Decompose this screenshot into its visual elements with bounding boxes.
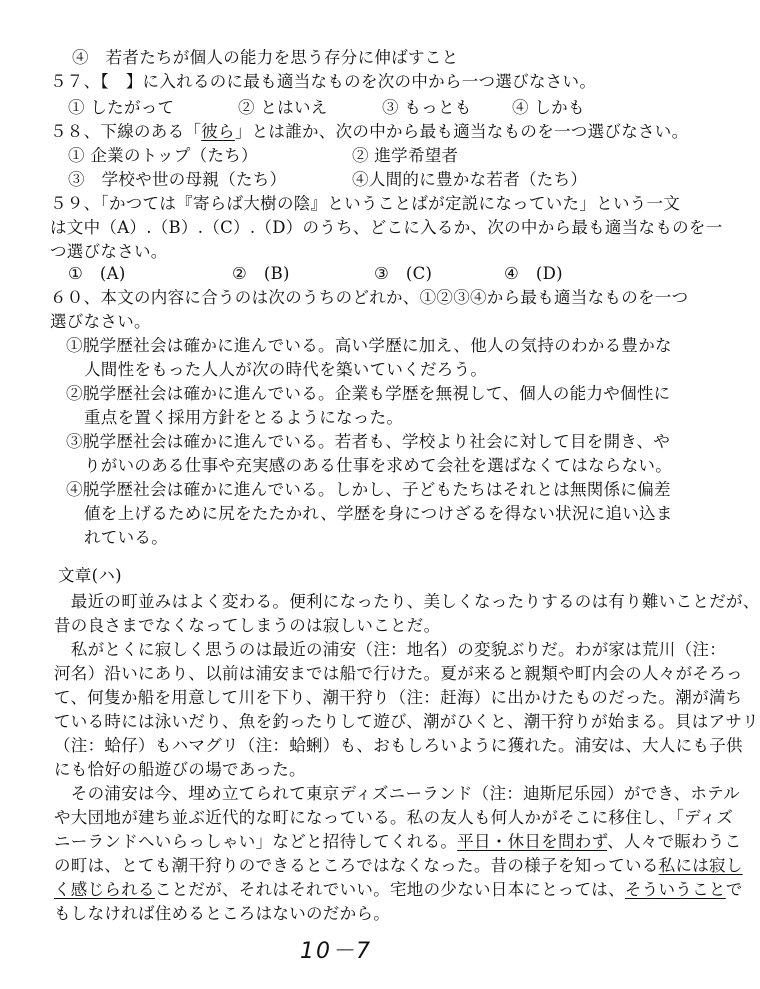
q58-stem-underlined: 彼ら [201,122,235,141]
q58-option-1: ① 企業のトップ（たち） [68,146,258,165]
q59-option-3: ③ (C) [374,264,433,283]
passage-line-2: 昔の良さまでなくなってしまうのは寂しいことだ。 [54,616,441,635]
q59-stem-line-2: は文中（A）.（B）.（C）.（D）のうち、どこに入るか、次の中から最も適当なものを一 [50,218,723,237]
passage-line-10: や大団地が建ち並ぶ近代的な町になっている。私の友人も何人かがそこに移住し、「ディズ [54,808,734,827]
q56-option-4: ④ 若者たちが個人の能力を思う存分に伸ばすこと [72,48,459,67]
q60-stem-line-1: ６０、本文の内容に合うのは次のうちのどれか、①②③④から最も適当なものを一つ [50,288,689,307]
passage-line-13-end: で [725,880,743,899]
passage-line-8: にも恰好の船遊びの場であった。 [54,760,306,779]
q58-option-4: ④人間的に豊かな若者（たち） [352,170,588,189]
passage-underline-lonely-1: 私には寂し [658,856,743,875]
passage-line-13-middle: ことだが、それはそれでいい。宅地の少ない日本にとっては、 [154,880,625,899]
passage-line-11-end: 、人々で賑わうこ [607,832,742,851]
page-number: 10－7 [300,939,372,964]
q60-option-3-line-2: りがいのある仕事や充実感のある仕事を求めて会社を選ばなくてはならない。 [84,456,672,475]
q60-option-4-line-3: れている。 [84,528,168,547]
q57-option-1: ① したがって [68,98,175,117]
q60-stem-line-2: 選びなさい。 [50,312,151,331]
q60-option-1-line-2: 人間性をもった人人が次の時代を築いていくだろう。 [84,360,488,379]
q60-option-4-line-1: ④脱学歴社会は確かに進んでいる。しかし、子どもたちはそれとは無関係に偏差 [66,480,671,499]
q59-option-2: ② (B) [232,264,290,283]
passage-underline-souiu: そういうこと [624,880,726,899]
q60-option-3-line-1: ③脱学歴社会は確かに進んでいる。若者も、学校より社会に対して目を開き、や [66,432,671,451]
passage-line-5: て、何隻か船を用意して川を下り、潮干狩り（注：赶海）に出かけたものだった。潮が満ち [54,688,743,707]
passage-line-3: 私がとくに寂しく思うのは最近の浦安（注：地名）の変貌ぶりだ。わが家は荒川（注： [54,640,726,659]
passage-line-1: 最近の町並みはよく変わる。便利になったり、美しくなったりするのは有り難いことだが、 [54,592,760,611]
q60-option-2-line-1: ②脱学歴社会は確かに進んでいる。企業も学歴を無視して、個人の能力や個性に [66,384,671,403]
passage-line-11-start: ニーランドへいらっしゃい」などと招待してくれる。 [54,832,458,851]
passage-line-9: その浦安は今、埋め立てられて東京ディズニーランド（注：迪斯尼乐园）ができ、ホテル [54,784,740,803]
passage-underline-lonely-2: く感じられる [54,880,155,899]
passage-line-12 [54,856,743,876]
passage-line-13 [54,880,743,900]
q58-option-2: ② 進学希望者 [352,146,459,165]
q57-option-2: ② とはいえ [238,98,328,117]
q57-stem: ５７、【 】に入れるのに最も適当なものを次の中から一つ選びなさい。 [50,72,597,91]
q57-option-4: ④ しかも [512,98,585,117]
q59-stem-line-3: つ選びなさい。 [50,242,168,261]
passage-line-6: ている時には泳いだり、魚を釣ったりして遊び、潮がひくと、潮干狩りが始まる。貝はアサリ [54,712,759,731]
q58-stem [50,122,688,142]
passage-line-11 [54,832,742,852]
q60-option-2-line-2: 重点を置く採用方針をとるようになった。 [84,408,404,427]
passage-line-7: （注：蛤仔）もハマグリ（注：蛤蜊）も、おもしろいように獲れた。浦安は、大人にも子供 [54,736,743,755]
passage-line-12-start: の町は、とても潮干狩りのできるところではなくなった。昔の様子を知っている [54,856,659,875]
q60-option-4-line-2: 値を上げるために尻をたたかれ、学歴を身につけざるを得ない状況に追い込ま [84,504,673,523]
passage-heading: 文章(ハ) [58,566,122,585]
passage-line-4: 河名）沿いにあり、以前は浦安までは船で行けた。夏が来ると親類や町内会の人々がそろっ [54,664,743,683]
passage-line-14: もしなければ住めるところはないのだから。 [54,904,390,923]
q60-option-1-line-1: ①脱学歴社会は確かに進んでいる。高い学歴に加え、他人の気持のわかる豊かな [66,336,672,355]
q58-stem-before: ５８、下線のある「 [50,122,202,141]
q58-stem-after: 」とは誰か、次の中から最も適当なものを一つ選びなさい。 [234,122,689,141]
q59-stem-line-1: ５９、「かつては『寄らば大樹の陰』ということばが定説になっていた」という一文 [50,194,681,213]
q58-option-3: ③ 学校や世の母親（たち） [68,170,287,189]
q59-option-4: ④ (D) [504,264,563,283]
q57-option-3: ③ もっとも [382,98,472,117]
q59-option-1: ① (A) [68,264,126,283]
passage-underline-weekday: 平日・休日を問わず [457,832,608,851]
